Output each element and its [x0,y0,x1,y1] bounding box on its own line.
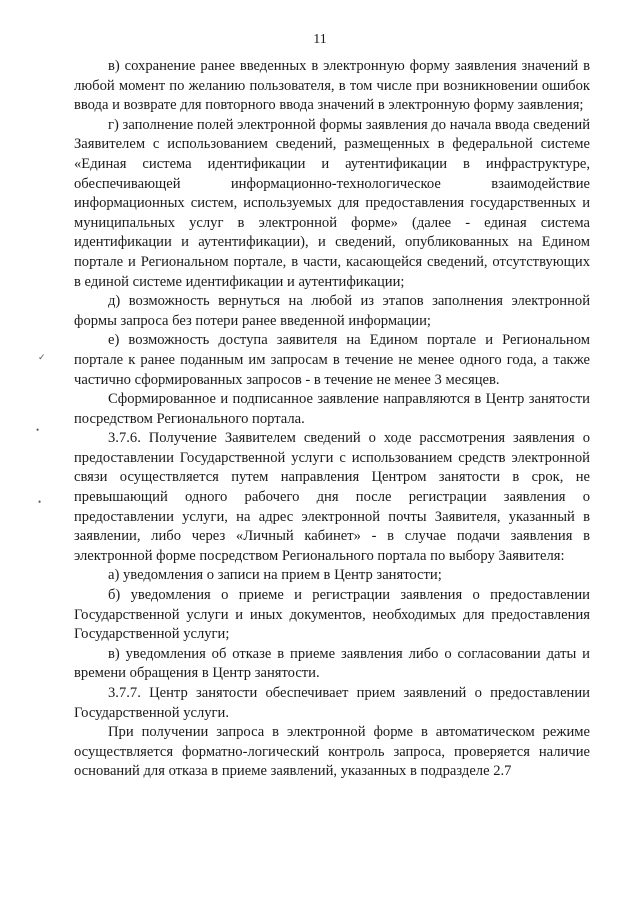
paragraph-item-d: д) возможность вернуться на любой из этапов заполнения электронной формы запроса без потери ранее введенной информации; [74,293,590,329]
page-number: 11 [313,32,327,47]
margin-mark: • [38,497,42,507]
paragraph-item-v: в) сохранение ранее введенных в электронную форму заявления значений в любой момент по желанию пользователя, в том числе при возникновении ошибок ввода и возврате для повторного ввода значений в электронную форму заявления; [74,58,590,114]
paragraph-item-g: г) заполнение полей электронной формы заявления до начала ввода сведений Заявителем с использованием сведений, размещенных в федеральной системе «Единая система идентификации и аутентификации в инфраструктуре, обеспечивающей информационно-технологическое взаимодействие информационных систем, используемых для предоставления государственных и муниципальных услуг в электронной форме» (далее - единая система идентификации и аутентификации), и сведений, опубликованных на Едином портале и Региональном портале, в части, касающейся сведений, отсутствующих в единой системе идентификации и аутентификации; [74,116,590,290]
paragraph-3-7-7: 3.7.7. Центр занятости обеспечивает прием заявлений о предоставлении Государственной услуги. [74,685,590,721]
paragraph-notice-v: в) уведомления об отказе в приеме заявления либо о согласовании даты и времени обращения в Центр занятости. [74,645,590,682]
paragraph-submission: Сформированное и подписанное заявление направляются в Центр занятости посредством Регионального портала. [74,391,590,427]
paragraph-notice-a: а) уведомления о записи на прием в Центр занятости; [108,567,442,584]
paragraph-notice-b: б) уведомления о приеме и регистрации заявления о предоставлении Государственной услуги и иных документов, необходимых для предоставления Государственной услуги; [74,587,590,643]
paragraph-item-e: е) возможность доступа заявителя на Едином портале и Региональном портале к ранее поданным им запросам в течение не менее одного года, а также частично сформированных запросов - в течение не менее 3 месяцев. [74,332,590,388]
margin-mark: • [36,425,40,435]
paragraph-3-7-6: 3.7.6. Получение Заявителем сведений о ходе рассмотрения заявления о предоставлении Государственной услуги с использованием средств электронной связи осуществляется путем направления Центром занятости в срок, не превышающий одного рабочего дня после регистрации заявления о предоставлении услуги, на адрес электронной почты Заявителя, указанный в заявлении, либо через «Личный кабинет» - в случае подачи заявления в электронной форме посредством Регионального портала по выбору Заявителя: [74,430,590,564]
margin-mark: ✓ [38,352,46,362]
paragraph-electronic-request: При получении запроса в электронной форме в автоматическом режиме осуществляется форматно-логический контроль запроса, проверяется наличие оснований для отказа в приеме заявлений, указанных в подразделе 2.7 [74,724,590,780]
document-body [74,57,590,782]
